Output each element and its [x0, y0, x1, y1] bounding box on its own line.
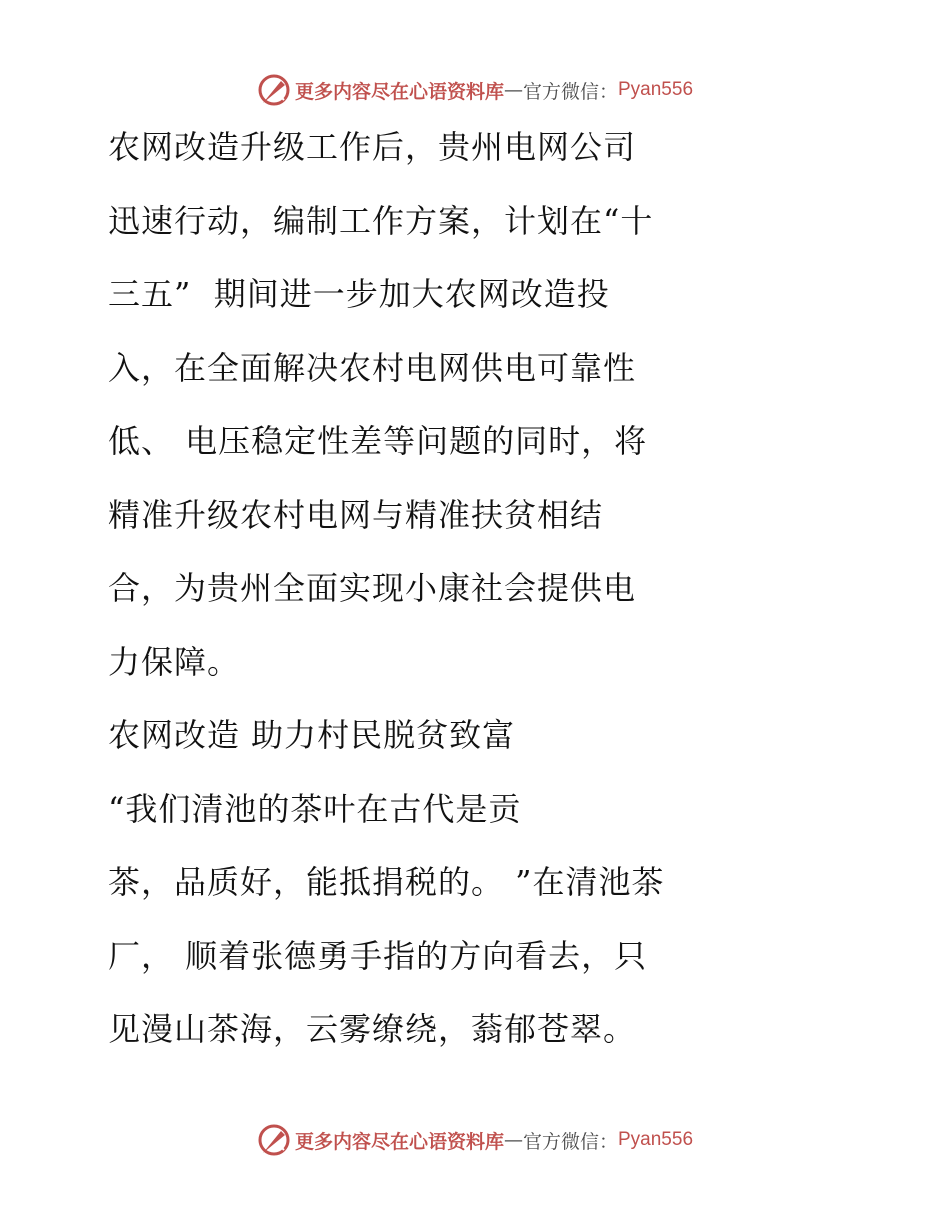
text-line: 茶，品质好，能抵捐税的。 ”在清池茶: [108, 863, 665, 901]
text-line: “我们清池的茶叶在古代是贡: [108, 789, 522, 828]
text-line: 精准升级农村电网与精准扶贫相结: [108, 495, 604, 534]
text-line: 合，为贵州全面实现小康社会提供电: [108, 569, 637, 607]
text-line: 力保障。: [108, 642, 241, 681]
watermark-wechat-id: Pyan556: [618, 1129, 694, 1150]
document-body: [108, 120, 788, 1076]
watermark-wechat-label: 官方微信：: [522, 1130, 618, 1153]
footer-watermark: [0, 1120, 950, 1160]
watermark-brand-text: 更多内容尽在心语资料库: [294, 80, 504, 103]
text-line: 厂， 顺着张德勇手指的方向看去，只: [108, 936, 648, 975]
text-line: 迅速行动，编制工作方案，计划在“十: [108, 201, 654, 240]
watermark-wechat-label: 官方微信：: [522, 80, 618, 103]
text-line: 见漫山茶海，云雾缭绕，蓊郁苍翠。: [108, 1010, 637, 1048]
text-line: 农网改造升级工作后，贵州电网公司: [108, 128, 637, 166]
text-line: 低、 电压稳定性差等问题的同时，将: [108, 422, 648, 460]
watermark-brand-text: 更多内容尽在心语资料库: [294, 1130, 504, 1153]
quill-logo-icon: [257, 1123, 291, 1157]
text-line: 入，在全面解决农村电网供电可靠性: [108, 348, 637, 387]
text-line: 三五” 期间进一步加大农网改造投: [108, 275, 610, 313]
watermark-wechat-id: Pyan556: [618, 79, 694, 100]
section-heading: 农网改造 助力村民脱贫致富: [108, 716, 516, 754]
header-watermark: [0, 70, 950, 110]
watermark-separator: —: [503, 79, 523, 101]
quill-logo-icon: [257, 73, 291, 107]
watermark-separator: —: [503, 1129, 523, 1151]
